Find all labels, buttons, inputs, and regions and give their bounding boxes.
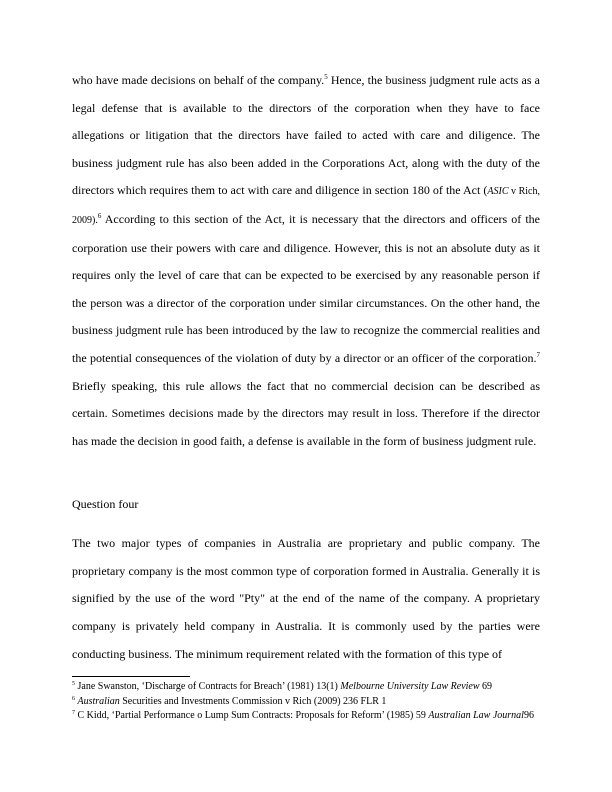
text-run: who have made decisions on behalf of the company.: [72, 73, 325, 87]
footnotes: [72, 680, 542, 724]
footnote-6: [72, 695, 542, 710]
footnote-number: 6: [72, 695, 75, 702]
footnote-ref-7[interactable]: 7: [536, 350, 540, 359]
text-run: Briefly speaking, this rule allows the fact that no commercial decision can be described as certain. Sometimes decisions made by the directors may result in loss. Therefore if the director has made the decision in good faith, a defense is available in the form of business judgment rule.: [72, 378, 540, 448]
footnote-number: 5: [72, 681, 75, 687]
footnote-ref-5[interactable]: 5: [324, 73, 328, 81]
footnote-ref-6[interactable]: 6: [97, 211, 102, 220]
section-heading: Question four: [72, 497, 139, 511]
footnote-text: Securities and Investments Commission v Rich (2009) 236 FLR 1: [119, 695, 387, 707]
footnote-text: C Kidd, ‘Partial Performance o Lump Sum Contracts: Proposals for Reform’ (1985) 59: [75, 710, 429, 721]
footnote-italic: Melbourne University Law Review: [340, 681, 480, 692]
footnote-7: [72, 709, 542, 724]
footnote-text: 96: [523, 710, 534, 721]
text-run: According to this section of the Act, it is necessary that the directors and officers of the corporation use their powers with care and diligence. However, this is not an absolute duty as it requires only the level of care that can be expected to be exercised by any reasonable person if the person was a director of the corporation under similar circumstances. On the other hand, the business judgment rule has been introduced by the law to recognize the commercial realities and the potential consequences of the violation of duty by a director or an officer of the corporation.: [72, 211, 540, 365]
footnote-text: Jane Swanston, ‘Discharge of Contracts for Breach’ (1981) 13(1): [75, 681, 341, 692]
case-citation: v Rich, 2009).: [72, 186, 540, 226]
text-run: Hence, the business judgment rule acts as a legal defense that is available to the directors of the corporation when they have to face allegations or litigation that the directors have failed to acted with care and diligence. The business judgment rule has also been added in the Corporations Act, along with the duty of the directors which requires them to act with care and diligence in section 180 of the Act (: [72, 73, 540, 198]
footnote-italic: Australian Law Journal: [428, 710, 524, 721]
footnote-separator: [72, 676, 190, 677]
case-name-italic: ASIC: [487, 186, 509, 198]
footnote-number: 7: [72, 710, 75, 716]
footnote-5: [72, 680, 542, 695]
body-text: [72, 67, 540, 455]
paragraph-business-judgment-rule: [72, 67, 540, 455]
footnote-text: 69: [479, 681, 493, 692]
footnote-italic: Australian: [77, 695, 120, 707]
paragraph-company-types: The two major types of companies in Australia are proprietary and public company. The proprietary company is the most common type of corporation formed in Australia. Generally it is signified by the use of the word "Pty" at the end of the name of the company. A proprietary company is privately held company in Australia. It is commonly used by the parties were conducting business. The minimum requirement related with the formation of this type of: [72, 536, 540, 661]
